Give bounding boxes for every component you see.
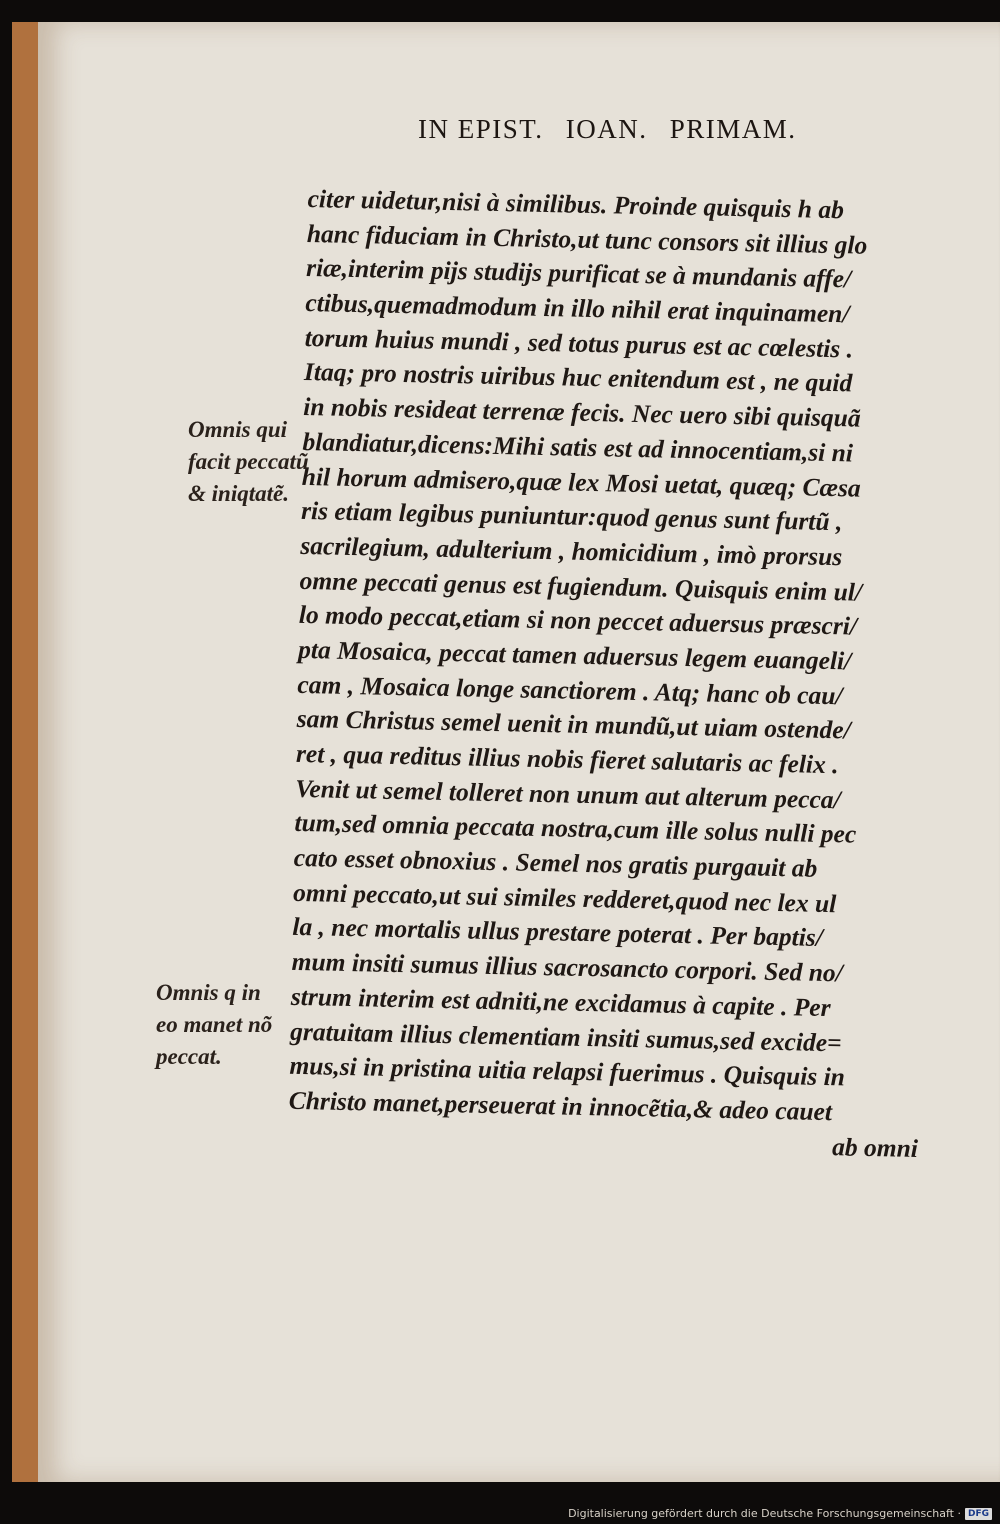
dfg-logo: DFG — [965, 1508, 992, 1520]
text-line: Christo manet,perseuerat in innocẽtia,& adeo cauet — [288, 1085, 833, 1127]
header-part-2: IOAN. — [565, 114, 648, 144]
margin-note-line: Omnis qui — [188, 417, 288, 442]
text-line: strum interim est adniti,ne excidamus à capite . Per — [290, 981, 831, 1022]
text-line: Itaq; pro nostris uiribus huc enitendum est , ne quid — [303, 357, 853, 398]
text-line: cato esset obnoxius . Semel nos gratis purgauit ab — [293, 842, 818, 883]
text-line: gratuitam illius clementiam insiti sumus,sed excide= — [289, 1016, 842, 1057]
text-line: omne peccati genus est fugiendum. Quisquis enim ul/ — [299, 565, 863, 607]
digitization-footer — [568, 1507, 992, 1520]
margin-note-line: eo manet nõ — [156, 1012, 273, 1037]
text-line: ab omni — [831, 1131, 919, 1163]
text-line: ris etiam legibus puniuntur:quod genus sunt furtũ , — [300, 496, 843, 537]
text-line: mum insiti sumus illius sacrosancto corpori. Sed no/ — [291, 946, 844, 988]
text-line: citer uidetur,nisi à similibus. Proinde quisquis h ab — [307, 183, 845, 225]
margin-note-line: & iniqtatẽ. — [188, 481, 289, 506]
text-line: omni peccato,ut sui similes redderet,quod nec lex ul — [292, 877, 837, 918]
text-line: ret , qua reditus illius nobis fieret salutaris ac felix . — [295, 738, 839, 780]
margin-note-1 — [188, 414, 309, 510]
book-page — [12, 22, 1000, 1482]
text-line: tum,sed omnia peccata nostra,cum ille solus nulli pec — [294, 808, 857, 849]
text-line: hil horum admisero,quæ lex Mosi uetat, quæq; Cæsa — [301, 461, 862, 503]
text-line: blandiatur,dicens:Mihi satis est ad innocentiam,si ni — [302, 426, 854, 468]
header-part-3: PRIMAM. — [669, 114, 797, 144]
text-line: hanc fiduciam in Christo,ut tunc consors sit illius glo — [306, 218, 868, 260]
text-line: riæ,interim pijs studijs purificat se à mundanis affe/ — [305, 253, 852, 294]
text-line: mus,si in pristina uitia relapsi fuerimus . Quisquis in — [289, 1050, 846, 1092]
margin-note-line: facit peccatũ — [188, 449, 309, 474]
text-line: Venit ut semel tolleret non unum aut alterum pecca/ — [295, 773, 841, 814]
text-line: sacrilegium, adulterium , homicidium , imò prorsus — [300, 530, 843, 572]
text-line: pta Mosaica, peccat tamen aduersus legem euangeli/ — [297, 634, 852, 676]
running-header — [418, 114, 868, 145]
text-line: in nobis resideat terrenæ fecis. Nec uero sibi quisquã — [302, 392, 861, 433]
margin-note-line: Omnis q in — [156, 980, 261, 1005]
header-part-1: IN EPIST. — [418, 114, 544, 144]
text-line: torum huius mundi , sed totus purus est ac cœlestis . — [304, 322, 854, 364]
footer-credit-text: Digitalisierung gefördert durch die Deutsche Forschungsgemeinschaft · — [568, 1507, 961, 1520]
text-line: la , nec mortalis ullus prestare poterat . Per baptis/ — [292, 912, 824, 953]
text-line: sam Christus semel uenit in mundũ,ut uiam ostende/ — [296, 704, 852, 745]
text-line: ctibus,quemadmodum in illo nihil erat inquinamen/ — [305, 288, 850, 329]
text-line: cam , Mosaica longe sanctiorem . Atq; hanc ob cau/ — [297, 669, 843, 710]
main-text-block — [288, 182, 978, 1167]
margin-note-2 — [156, 977, 272, 1073]
text-line: lo modo peccat,etiam si non peccet aduersus præscri/ — [298, 600, 858, 641]
margin-note-line: peccat. — [156, 1044, 222, 1069]
